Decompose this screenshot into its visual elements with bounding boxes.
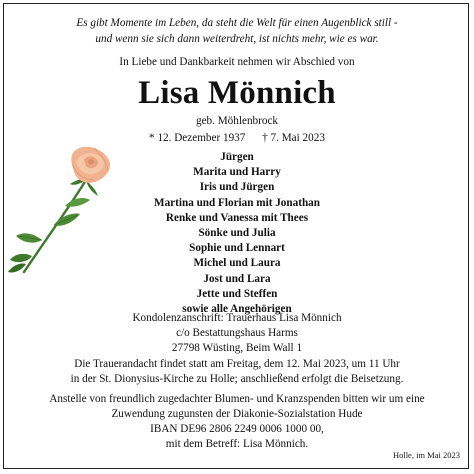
condolence-line-2: c/o Bestattungshaus Harms xyxy=(176,327,298,339)
donation-line-4: mit dem Betreff: Lisa Mönnich. xyxy=(165,438,309,450)
list-item: Jette und Steffen xyxy=(196,287,278,300)
death-date: † 7. Mai 2023 xyxy=(262,132,325,144)
birth-date: * 12. Dezember 1937 xyxy=(149,132,246,144)
condolence-address xyxy=(0,311,474,356)
quote-line-1: Es gibt Momente im Leben, da steht die Welt für einen Augenblick still - xyxy=(76,17,398,29)
service-line-1: Die Trauerandacht findet statt am Freitag, dem 12. Mai 2023, um 11 Uhr xyxy=(74,358,400,370)
quote xyxy=(0,15,474,47)
maiden-name: geb. Möhlenbrock xyxy=(195,115,279,127)
rose-icon xyxy=(2,140,120,280)
donation-iban: IBAN DE96 2806 2249 0006 1000 00, xyxy=(150,423,324,435)
intro-text: In Liebe und Dankbarkeit nehmen wir Abschied von xyxy=(119,56,355,68)
place-date: Holle, im Mai 2023 xyxy=(392,450,460,460)
list-item: Jost und Lara xyxy=(203,272,271,285)
list-item: Martina und Florian mit Jonathan xyxy=(154,196,320,209)
donation-line-1: Anstelle von freundlich zugedachter Blumen- und Kranzspenden bitten wir um eine xyxy=(49,393,425,405)
list-item: Sönke und Julia xyxy=(198,227,276,240)
list-item: Renke und Vanessa mit Thees xyxy=(165,211,309,224)
service-line-2: in der St. Dionysius-Kirche zu Holle; anschließend erfolgt die Beisetzung. xyxy=(70,373,404,385)
list-item: sowie alle Angehörigen xyxy=(182,303,292,316)
deceased-name: Lisa Mönnich xyxy=(138,75,336,111)
donation-line-2: Zuwendung zugunsten der Diakonie-Sozialstation Hude xyxy=(111,408,363,420)
list-item: Iris und Jürgen xyxy=(199,181,275,194)
service-info xyxy=(0,357,474,387)
condolence-line-3: 27798 Wüsting, Beim Wall 1 xyxy=(171,342,303,354)
list-item: Sophie und Lennart xyxy=(189,242,285,255)
list-item: Michel und Laura xyxy=(193,257,281,270)
quote-line-2: und wenn sie sich dann weiterdreht, ist nichts mehr, wie es war. xyxy=(95,33,379,45)
list-item: Jürgen xyxy=(220,151,254,163)
condolence-line-1: Kondolenzanschrift: Trauerhaus Lisa Mönnich xyxy=(132,312,342,324)
mourners-list xyxy=(120,150,354,317)
donation-info xyxy=(0,392,474,452)
list-item: Marita und Harry xyxy=(193,166,281,179)
